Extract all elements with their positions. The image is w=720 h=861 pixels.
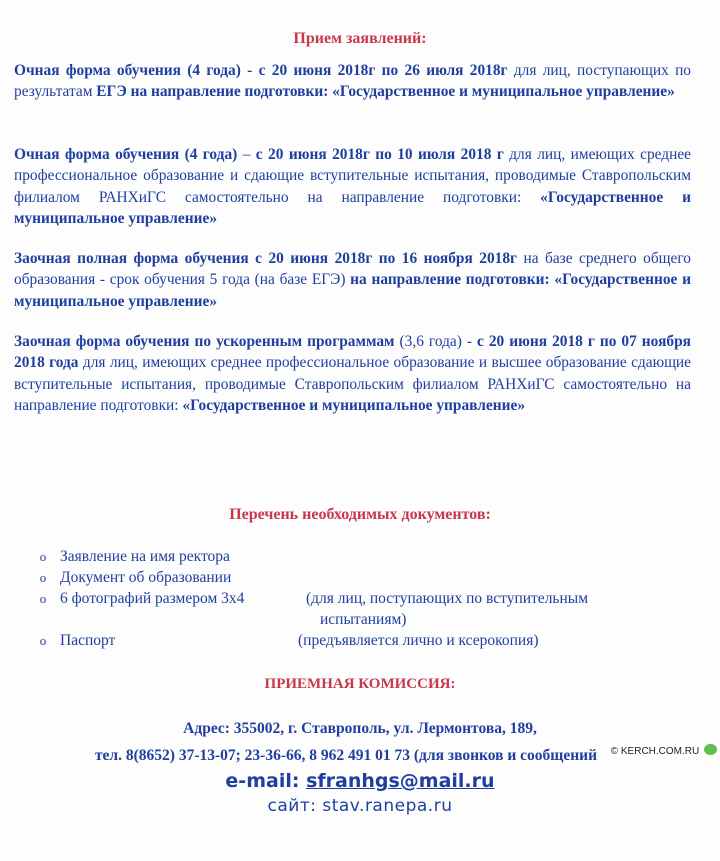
document-note: (предъявляется лично и ксерокопия) [298, 632, 539, 649]
section-4-duration: (3,6 года) - [394, 333, 478, 350]
section-2-dates: с 20 июня 2018г по 10 июля 2018 г [255, 146, 504, 163]
document-label: 6 фотографий размером 3х4 [60, 590, 245, 607]
section-4-form: Заочная форма обучения по ускоренным программам [14, 333, 395, 350]
list-item [36, 546, 686, 567]
bullet-icon: o [39, 549, 47, 564]
bullet-icon: o [39, 591, 47, 606]
section-3-dates: Заочная полная форма обучения с 20 июня 2018г по 16 ноября 2018г [14, 250, 518, 267]
documents-title: Перечень необходимых документов: [229, 506, 491, 523]
document-label: Заявление на имя ректора [60, 548, 230, 565]
email-link[interactable]: sfranhgs@mail.ru [306, 770, 495, 792]
section-4-text: для лиц, имеющих среднее профессиональное образование и высшее образование сдающие вступительные испытания, проводимые Ставропольским филиалом РАНХиГС самостоятельно на направление подготовки: [14, 354, 691, 415]
section-1-direction: ЕГЭ на направление подготовки: «Государственное и муниципальное управление» [96, 83, 675, 101]
list-item [36, 567, 686, 588]
section-2-direction: «Государственное и муниципальное управление» [14, 188, 691, 228]
document-label: Паспорт [60, 632, 116, 649]
section-full-time-spo [14, 144, 691, 230]
section-2-text: для лиц, имеющих среднее профессиональное образование и сдающие вступительные испытания, проводимые Ставропольским филиалом РАНХиГС самостоятельно на направление подготовки: [14, 146, 692, 206]
document-label: Документ об образовании [60, 569, 232, 586]
section-extramural-accelerated [14, 331, 691, 417]
site-line[interactable]: сайт: stav.ranepa.ru [267, 796, 453, 816]
section-3-direction: на направление подготовки: «Государственное и муниципальное управление» [14, 271, 691, 310]
documents-list [36, 546, 686, 651]
section-extramural-full [14, 248, 691, 312]
document-note: (для лиц, поступающих по вступительным [306, 590, 589, 607]
document-note-continued: испытаниям) [320, 611, 407, 628]
phones-text: тел. 8(8652) 37-13-07; 23-36-66, 8 962 491 01 73 (для звонков и сообщений [94, 747, 598, 764]
section-4-direction: «Государственное и муниципальное управление» [182, 397, 526, 415]
phones-line [0, 747, 706, 765]
list-item [36, 588, 686, 630]
section-2-dash: – [237, 146, 256, 163]
section-full-time-ege [14, 60, 691, 103]
watermark [608, 744, 720, 757]
section-2-form: Очная форма обучения (4 года) [14, 146, 238, 163]
applications-title: Прием заявлений: [293, 30, 427, 47]
commission-title: ПРИЕМНАЯ КОМИССИЯ: [264, 676, 456, 692]
section-1-dates: Очная форма обучения (4 года) - с 20 июня 2018г по 26 июля 2018г [14, 62, 508, 79]
list-item [36, 630, 686, 651]
watermark-text: © KERCH.COM.RU [610, 746, 700, 757]
email-label: e-mail: [225, 770, 307, 792]
section-1-text: для лиц, поступающих по результатам [14, 62, 691, 101]
section-3-text: на базе среднего общего образования - срок обучения 5 года (на базе ЕГЭ) [14, 250, 691, 289]
address-line: Адрес: 355002, г. Ставрополь, ул. Лермонтова, 189, [183, 720, 537, 737]
section-4-dates: с 20 июня 2018 г по 07 ноября 2018 года [14, 333, 691, 372]
bullet-icon: o [39, 570, 47, 585]
email-line [0, 770, 720, 792]
message-bubble-icon [704, 744, 717, 755]
bullet-icon: o [39, 633, 47, 648]
